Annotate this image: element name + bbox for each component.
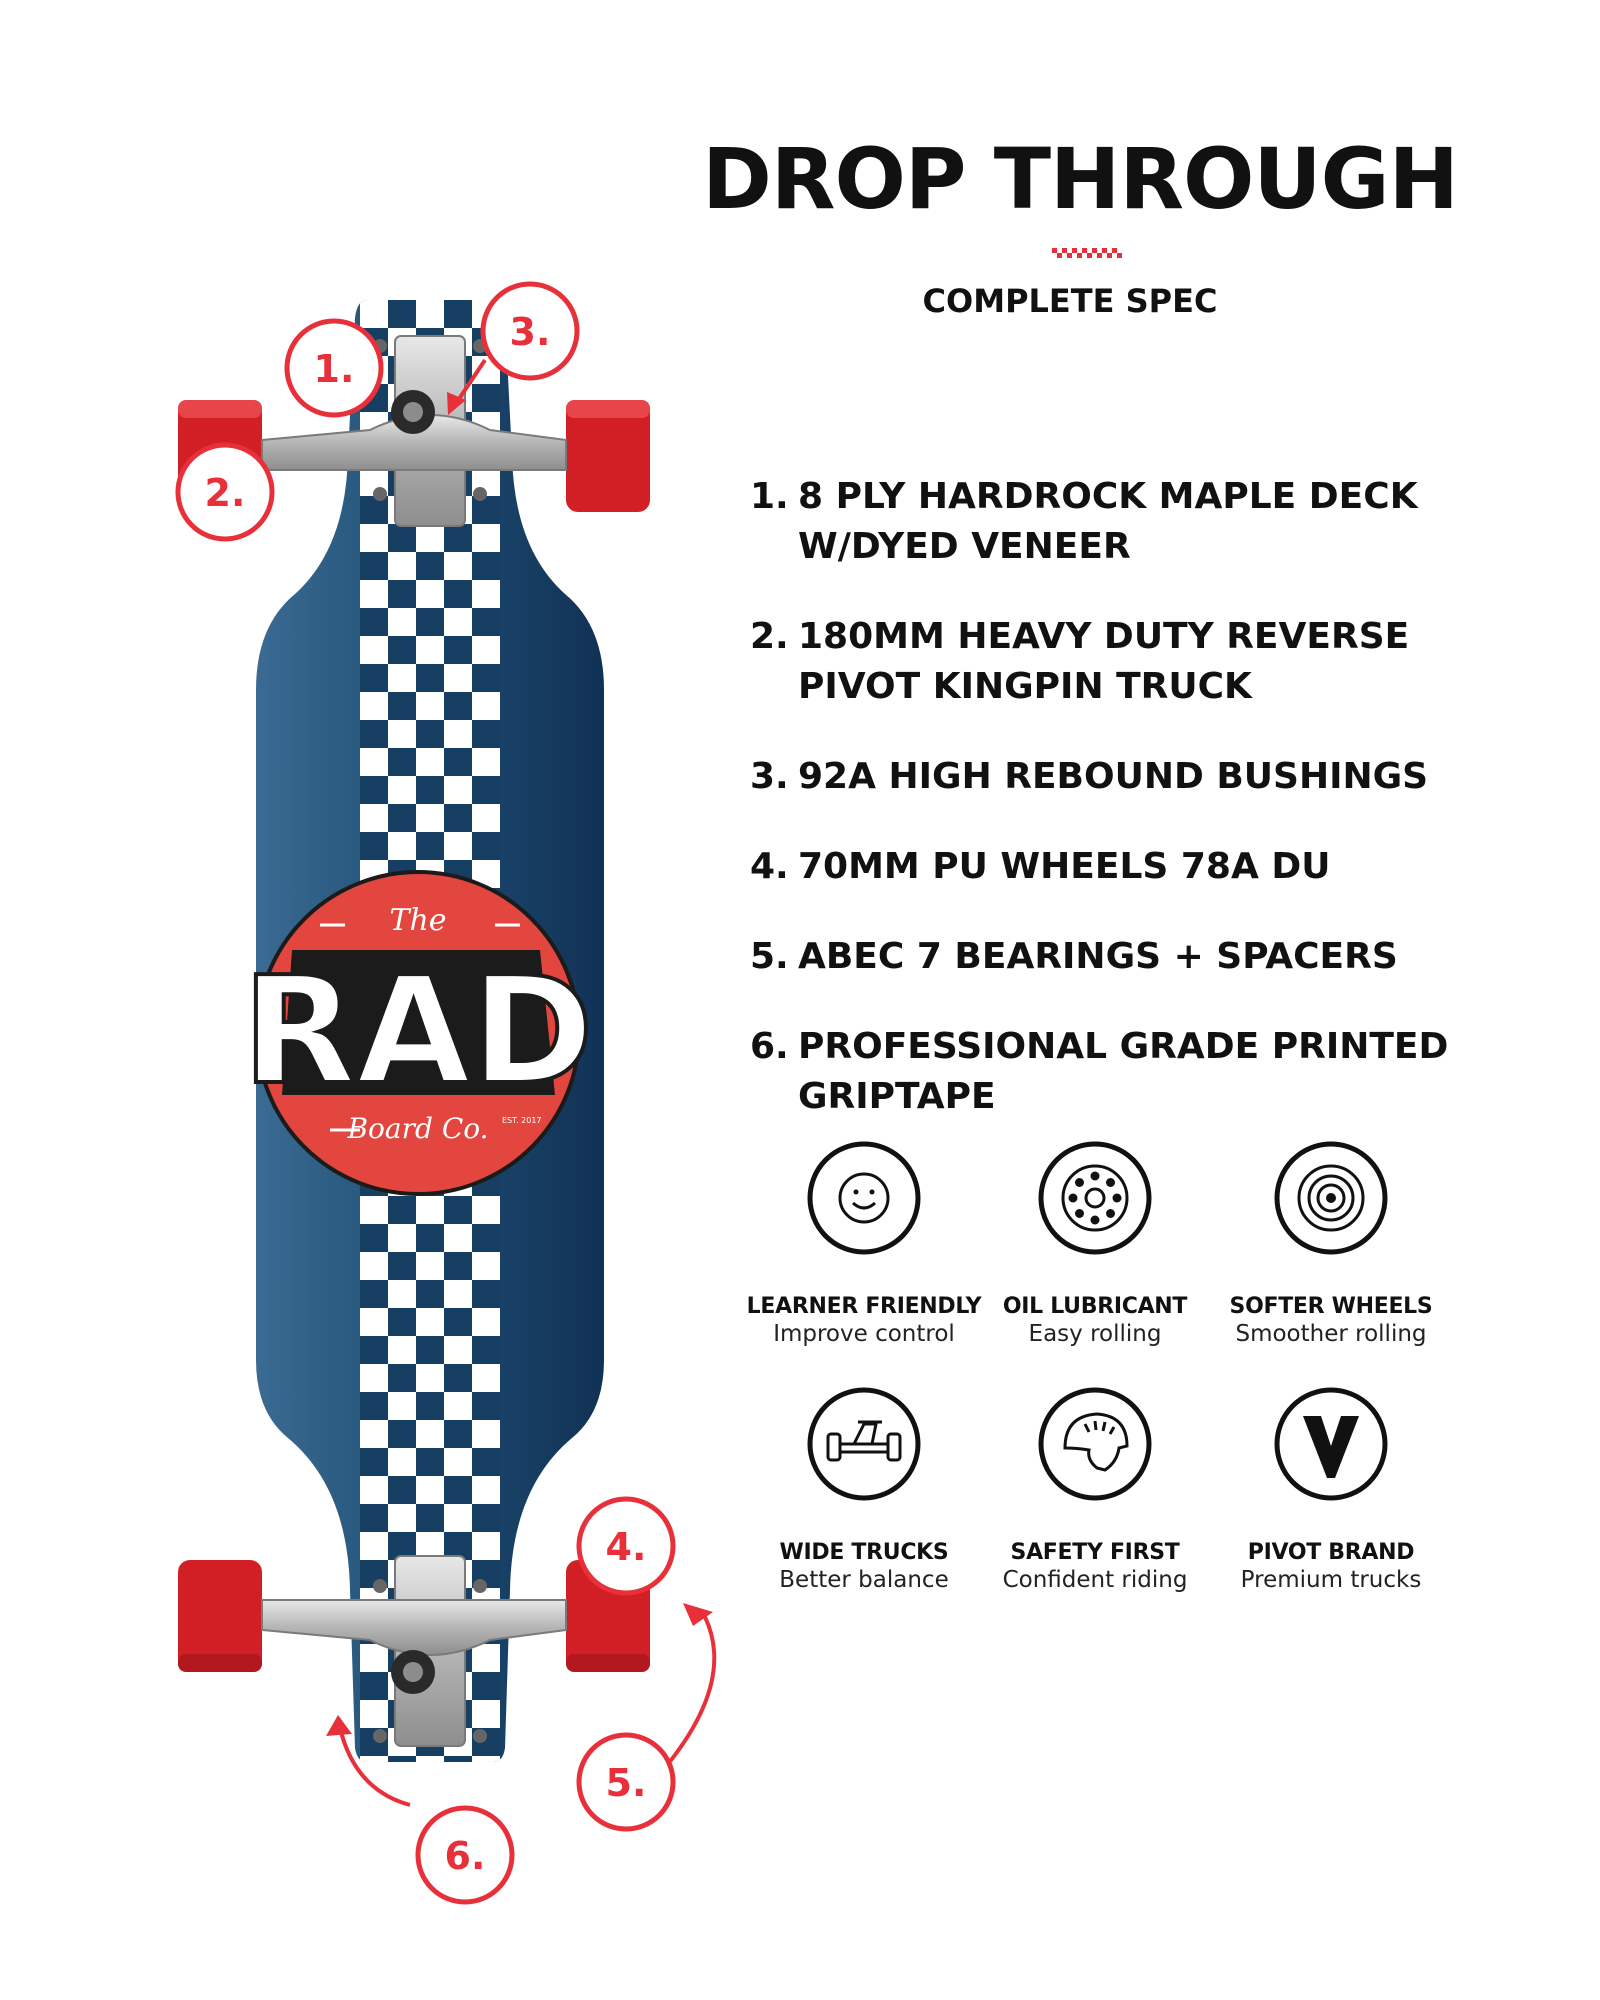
checker-square [472, 608, 500, 636]
bottom-truck [178, 1556, 650, 1746]
checker-square [388, 1476, 416, 1504]
checker-square [360, 1504, 388, 1532]
checker-square [444, 1364, 472, 1392]
callout-label: 5. [605, 1761, 647, 1805]
checker-square [388, 1392, 416, 1420]
checker-square [472, 1336, 500, 1364]
feature-subtitle: Confident riding [1002, 1567, 1188, 1593]
logo-main-text: RAD [242, 945, 594, 1117]
checker-square [388, 664, 416, 692]
checker-square [416, 1448, 444, 1476]
checker-square [472, 552, 500, 580]
checker-square [416, 608, 444, 636]
checker-square [388, 1364, 416, 1392]
feature-wide-trucks [734, 1386, 994, 1593]
checker-square [444, 1336, 472, 1364]
checker-square [388, 580, 416, 608]
underline-square [1117, 253, 1122, 258]
checker-square [388, 1224, 416, 1252]
feature-subtitle: Easy rolling [1028, 1321, 1162, 1347]
spec-number: 1. [750, 476, 789, 517]
page-subtitle: COMPLETE SPEC [922, 282, 1218, 320]
feature-subtitle: Better balance [779, 1567, 949, 1593]
checker-square [360, 720, 388, 748]
checker-square [416, 720, 444, 748]
checker-square [388, 608, 416, 636]
checker-square [444, 1448, 472, 1476]
checker-square [444, 1756, 472, 1784]
checker-square [360, 1308, 388, 1336]
checker-square [472, 692, 500, 720]
logo-est-text: EST. 2017 [502, 1116, 542, 1125]
checker-square [416, 664, 444, 692]
checker-square [472, 1392, 500, 1420]
feature-subtitle: Premium trucks [1240, 1567, 1422, 1593]
feature-safety-first [965, 1386, 1225, 1593]
checker-square [472, 1252, 500, 1280]
spec-text: PROFESSIONAL GRADE PRINTED GRIPTAPE [798, 1026, 1449, 1117]
checker-square [444, 1392, 472, 1420]
underline-square [1087, 253, 1092, 258]
checker-square [360, 1448, 388, 1476]
spec-text: ABEC 7 BEARINGS + SPACERS [798, 936, 1398, 977]
spec-item [750, 752, 1570, 802]
callout-label: 6. [444, 1834, 486, 1878]
underline-square [1077, 253, 1082, 258]
checker-square [472, 1644, 500, 1672]
checker-square [416, 1224, 444, 1252]
checker-square [472, 664, 500, 692]
underline-square [1092, 248, 1097, 253]
feature-title: SAFETY FIRST [1010, 1540, 1180, 1565]
checker-square [472, 804, 500, 832]
underline-square [1067, 253, 1072, 258]
checker-square [388, 636, 416, 664]
checker-square [360, 1672, 388, 1700]
checker-square [360, 776, 388, 804]
title-underline-checker [1052, 248, 1122, 258]
checker-square [472, 1308, 500, 1336]
arrow-5 [668, 1617, 714, 1764]
logo-the-text: The [389, 903, 447, 938]
checker-square [444, 524, 472, 552]
checker-square [360, 748, 388, 776]
checker-square [444, 1280, 472, 1308]
checker-square [416, 1308, 444, 1336]
checker-square [416, 1420, 444, 1448]
checker-square [360, 1392, 388, 1420]
checker-square [472, 1700, 500, 1728]
checker-square [360, 1700, 388, 1728]
checker-square [360, 580, 388, 608]
checker-square [388, 1756, 416, 1784]
checker-square [388, 1448, 416, 1476]
checker-square [472, 720, 500, 748]
underline-square [1112, 248, 1117, 253]
checker-square [388, 1308, 416, 1336]
checker-square [416, 300, 444, 328]
underline-square [1102, 248, 1107, 253]
checker-square [416, 552, 444, 580]
checker-square [360, 496, 388, 524]
checker-square [444, 776, 472, 804]
callout-label: 2. [204, 471, 246, 515]
feature-subtitle: Smoother rolling [1235, 1321, 1427, 1347]
spec-text: 8 PLY HARDROCK MAPLE DECK W/DYED VENEER [798, 476, 1418, 567]
underline-square [1057, 253, 1062, 258]
checker-square [360, 1420, 388, 1448]
checker-square [388, 1280, 416, 1308]
feature-title: PIVOT BRAND [1247, 1540, 1415, 1565]
checker-square [472, 1532, 500, 1560]
checker-square [472, 1364, 500, 1392]
checker-square [472, 1448, 500, 1476]
checker-square [472, 384, 500, 412]
checker-square [416, 692, 444, 720]
feature-softer-wheels [1201, 1140, 1461, 1347]
feature-learner-friendly [734, 1140, 994, 1347]
checker-square [444, 720, 472, 748]
underline-square [1062, 248, 1067, 253]
checker-square [416, 776, 444, 804]
checker-square [360, 832, 388, 860]
checker-square [472, 496, 500, 524]
checker-square [472, 524, 500, 552]
checker-square [360, 524, 388, 552]
checker-square [472, 1756, 500, 1784]
checker-square [388, 832, 416, 860]
truck-icon [806, 1386, 922, 1502]
checker-square [388, 692, 416, 720]
checker-square [360, 1644, 388, 1672]
checker-square [472, 1672, 500, 1700]
checker-square [416, 1280, 444, 1308]
checker-square [472, 832, 500, 860]
checker-square [472, 776, 500, 804]
checker-square [416, 1252, 444, 1280]
checker-square [416, 804, 444, 832]
spec-number: 3. [750, 756, 789, 797]
checker-square [388, 720, 416, 748]
feature-oil-lubricant [965, 1140, 1225, 1347]
checker-square [388, 804, 416, 832]
spec-list [750, 472, 1570, 1122]
checker-square [388, 776, 416, 804]
checker-square [472, 1476, 500, 1504]
checker-square [360, 1476, 388, 1504]
checker-square [360, 300, 388, 328]
spec-number: 2. [750, 616, 789, 657]
checker-square [472, 636, 500, 664]
smiley-icon [806, 1140, 922, 1256]
checker-square [416, 1392, 444, 1420]
spec-number: 5. [750, 936, 789, 977]
checker-square [444, 636, 472, 664]
skateboard-illustration [0, 0, 760, 2000]
checker-square [360, 1224, 388, 1252]
callout-label: 3. [509, 310, 551, 354]
checker-square [360, 1196, 388, 1224]
checker-square [444, 1196, 472, 1224]
checker-square [444, 1476, 472, 1504]
checker-square [416, 1476, 444, 1504]
underline-square [1072, 248, 1077, 253]
checker-square [360, 1336, 388, 1364]
checker-square [444, 552, 472, 580]
checker-square [388, 524, 416, 552]
wheel-icon [1273, 1140, 1389, 1256]
checker-square [416, 748, 444, 776]
checker-square [388, 1504, 416, 1532]
checker-square [472, 1196, 500, 1224]
checker-square [444, 664, 472, 692]
checker-square [388, 552, 416, 580]
spec-text: 70MM PU WHEELS 78A DU [798, 846, 1331, 887]
checker-square [444, 608, 472, 636]
spec-item [750, 612, 1570, 712]
checker-square [472, 1280, 500, 1308]
checker-square [388, 748, 416, 776]
checker-square [472, 1224, 500, 1252]
underline-square [1107, 253, 1112, 258]
bearing-icon [1037, 1140, 1153, 1256]
helmet-icon [1037, 1386, 1153, 1502]
checker-square [416, 524, 444, 552]
page-title: DROP THROUGH [702, 130, 1458, 228]
checker-square [472, 1504, 500, 1532]
spec-item [750, 1022, 1570, 1122]
checker-square [416, 1336, 444, 1364]
feature-subtitle: Improve control [773, 1321, 955, 1347]
spec-text: 92A HIGH REBOUND BUSHINGS [798, 756, 1429, 797]
checker-square [360, 664, 388, 692]
spec-item [750, 472, 1570, 572]
checker-square [472, 580, 500, 608]
checker-square [388, 1420, 416, 1448]
spec-item [750, 932, 1570, 982]
checker-square [472, 1420, 500, 1448]
feature-pivot-brand [1201, 1386, 1461, 1593]
checker-square [416, 1504, 444, 1532]
checker-square [416, 580, 444, 608]
checker-square [416, 1756, 444, 1784]
checker-square [416, 636, 444, 664]
feature-title: SOFTER WHEELS [1229, 1294, 1433, 1319]
checker-square [360, 804, 388, 832]
underline-square [1052, 248, 1057, 253]
checker-square [388, 1336, 416, 1364]
checker-square [444, 748, 472, 776]
checker-square [360, 1280, 388, 1308]
spec-number: 6. [750, 1026, 789, 1067]
checker-square [416, 1196, 444, 1224]
checker-square [444, 1224, 472, 1252]
checker-square [360, 636, 388, 664]
spec-number: 4. [750, 846, 789, 887]
underline-square [1082, 248, 1087, 253]
feature-title: LEARNER FRIENDLY [746, 1294, 982, 1319]
checker-square [360, 608, 388, 636]
callout-label: 1. [313, 347, 355, 391]
checker-square [472, 748, 500, 776]
checker-square [360, 1532, 388, 1560]
checker-square [444, 1420, 472, 1448]
callout-label: 4. [605, 1525, 647, 1569]
feature-title: OIL LUBRICANT [1002, 1294, 1188, 1319]
checker-square [360, 1364, 388, 1392]
checker-square [444, 1504, 472, 1532]
spec-text: 180MM HEAVY DUTY REVERSE PIVOT KINGPIN TRUCK [798, 616, 1410, 707]
spec-item [750, 842, 1570, 892]
checker-square [444, 1308, 472, 1336]
checker-square [444, 692, 472, 720]
checker-square [444, 804, 472, 832]
checker-square [416, 832, 444, 860]
checker-square [388, 300, 416, 328]
checker-square [444, 832, 472, 860]
checker-square [360, 552, 388, 580]
checker-square [444, 300, 472, 328]
checker-square [444, 1252, 472, 1280]
checker-square [416, 1364, 444, 1392]
checker-square [388, 1252, 416, 1280]
logo-board-co-text: Board Co. [347, 1112, 489, 1145]
feature-title: WIDE TRUCKS [779, 1540, 949, 1565]
checker-square [388, 1196, 416, 1224]
underline-square [1097, 253, 1102, 258]
checker-square [444, 580, 472, 608]
checker-square [360, 1252, 388, 1280]
pivot-logo-icon [1273, 1386, 1389, 1502]
checker-square [360, 692, 388, 720]
